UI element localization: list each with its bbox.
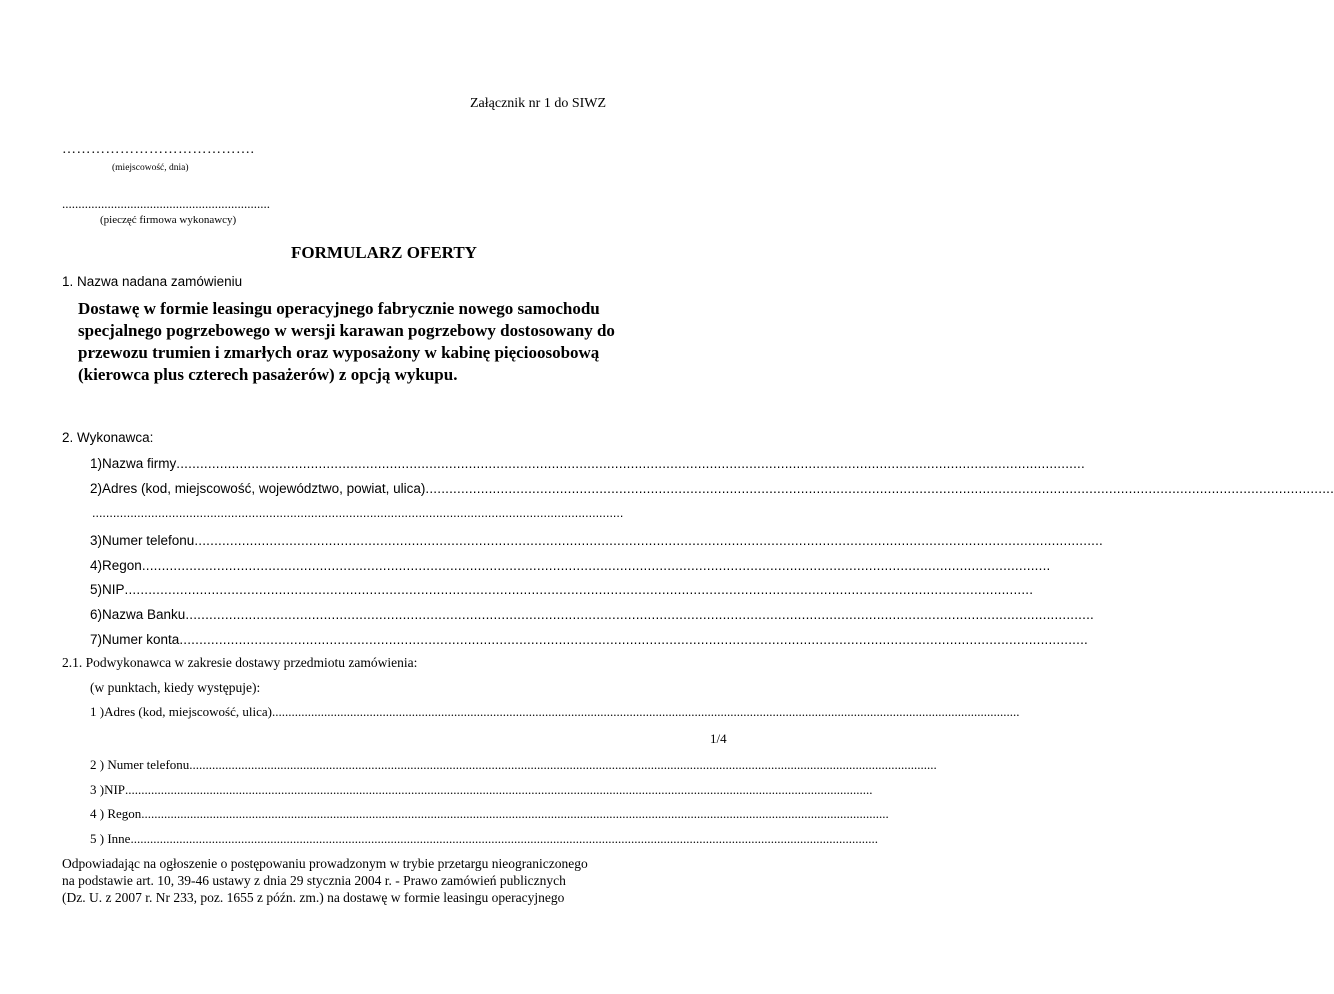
page-number: 1/4	[710, 731, 727, 746]
fill-line[interactable]: ......................................................................................................................................................................................................................................	[125, 782, 873, 797]
order-subject-line: specjalnego pogrzebowego w wersji karawan pogrzebowy dostosowany do	[78, 321, 615, 340]
field-label: 4 ) Regon	[90, 806, 142, 821]
order-subject	[78, 298, 698, 386]
company-stamp-line[interactable]: ................................................................	[62, 196, 270, 211]
paragraph-line: (Dz. U. z 2007 r. Nr 233, poz. 1655 z późn. zm.) na dostawę w formie leasingu operacyjnego	[62, 890, 565, 905]
field-number: 2)	[90, 481, 103, 496]
field-bank-name[interactable]	[90, 607, 1094, 625]
address-continuation-line[interactable]: .........................................................................................................................................................	[92, 506, 624, 520]
sub-field-nip[interactable]	[90, 782, 873, 800]
section-2-1-note: (w punktach, kiedy występuje):	[90, 680, 261, 695]
field-number: 5)	[90, 582, 103, 597]
field-number: 4)	[90, 558, 103, 573]
fill-line[interactable]: ......................................................................................................................................................................................................................................	[189, 757, 937, 772]
section-2-1-label: 2.1. Podwykonawca w zakresie dostawy przedmiotu zamówienia:	[62, 655, 418, 670]
place-date-caption: (miejscowość, dnia)	[112, 163, 189, 173]
field-label: 3 )NIP	[90, 782, 126, 797]
paragraph-line: na podstawie art. 10, 39-46 ustawy z dnia 29 stycznia 2004 r. - Prawo zamówień publicznych	[62, 873, 566, 888]
form-title: FORMULARZ OFERTY	[291, 243, 477, 262]
fill-line[interactable]: ......................................................................................................................................................................................................................................	[185, 607, 1094, 622]
field-label: NIP	[102, 582, 125, 597]
fill-line[interactable]: ......................................................................................................................................................................................................................................	[194, 533, 1103, 548]
sub-field-phone[interactable]	[90, 757, 937, 775]
field-label: 2 ) Numer telefonu	[90, 757, 190, 772]
annex-label: Załącznik nr 1 do SIWZ	[470, 96, 607, 111]
field-number: 6)	[90, 607, 103, 622]
fill-line[interactable]: ......................................................................................................................................................................................................................................	[271, 704, 1020, 719]
field-nip[interactable]	[90, 582, 1034, 600]
sub-field-regon[interactable]	[90, 806, 889, 824]
field-address[interactable]	[90, 481, 1334, 499]
section-2-label: 2. Wykonawca:	[62, 430, 154, 445]
order-subject-line: przewozu trumien i zmarłych oraz wyposażony w kabinę pięcioosobową	[78, 343, 600, 362]
fill-line[interactable]: ......................................................................................................................................................................................................................................	[141, 558, 1051, 573]
place-date-line[interactable]: ………………………………….	[62, 142, 255, 157]
order-subject-line: Dostawę w formie leasingu operacyjnego fabrycznie nowego samochodu	[78, 299, 600, 318]
fill-line[interactable]: ......................................................................................................................................................................................................................................	[425, 481, 1334, 496]
offer-paragraph	[62, 855, 722, 906]
fill-line[interactable]: ......................................................................................................................................................................................................................................	[176, 456, 1085, 471]
field-label: Numer konta	[102, 632, 180, 647]
field-label: Adres (kod, miejscowość, województwo, powiat, ulica)	[102, 481, 426, 496]
field-label: Nazwa firmy	[102, 456, 177, 471]
fill-line[interactable]: ......................................................................................................................................................................................................................................	[130, 831, 878, 846]
field-label: 5 ) Inne	[90, 831, 131, 846]
company-stamp-caption: (pieczęć firmowa wykonawcy)	[100, 214, 237, 226]
field-label: Nazwa Banku	[102, 607, 186, 622]
field-label: 1 )Adres (kod, miejscowość, ulica)	[90, 704, 272, 719]
field-account-number[interactable]	[90, 632, 1088, 650]
sub-field-address[interactable]	[90, 704, 1020, 722]
field-number: 3)	[90, 533, 103, 548]
fill-line[interactable]: ......................................................................................................................................................................................................................................	[179, 632, 1088, 647]
field-label: Numer telefonu	[102, 533, 195, 548]
field-number: 1)	[90, 456, 103, 471]
fill-line[interactable]: ......................................................................................................................................................................................................................................	[124, 582, 1034, 597]
field-regon[interactable]	[90, 558, 1051, 576]
order-subject-line: (kierowca plus czterech pasażerów) z opcją wykupu.	[78, 365, 458, 384]
field-label: Regon	[102, 558, 142, 573]
field-number: 7)	[90, 632, 103, 647]
field-company-name[interactable]	[90, 456, 1085, 474]
paragraph-line: Odpowiadając na ogłoszenie o postępowaniu prowadzonym w trybie przetargu nieograniczonego	[62, 856, 588, 871]
section-1-label: 1. Nazwa nadana zamówieniu	[62, 274, 243, 289]
sub-field-other[interactable]	[90, 831, 878, 849]
fill-line[interactable]: ......................................................................................................................................................................................................................................	[141, 806, 889, 821]
field-phone[interactable]	[90, 533, 1103, 551]
